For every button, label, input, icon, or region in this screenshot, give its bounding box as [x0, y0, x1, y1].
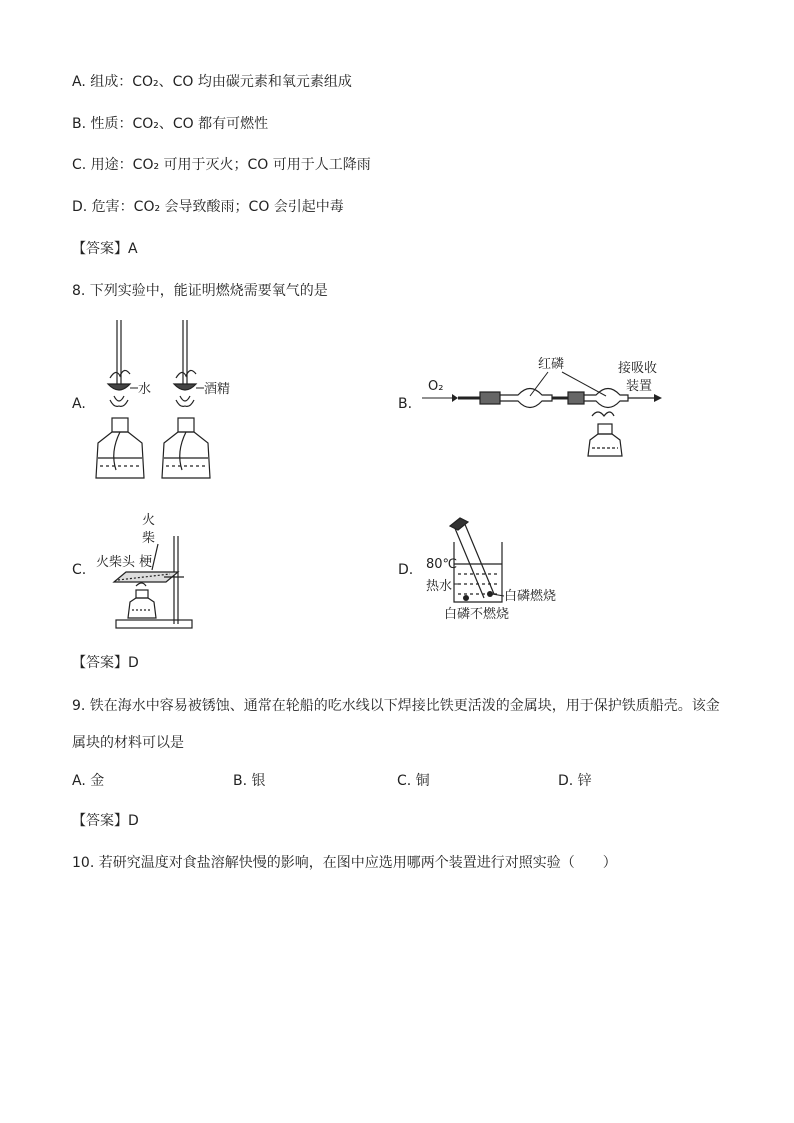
figure-b-tube-apparatus — [418, 352, 668, 467]
label-huo: 火 — [142, 513, 156, 528]
q9-stem-line2: 属块的材料可以是 — [72, 735, 184, 751]
q9-option-b: B. 银 — [233, 773, 266, 789]
q9-option-a: A. 金 — [72, 773, 105, 789]
q9-option-d: D. 锌 — [558, 773, 592, 789]
q7-option-a: A. 组成：CO₂、CO 均由碳元素和氧元素组成 — [72, 74, 352, 90]
label-hot-water: 热水 — [426, 579, 453, 594]
figure-a-alcohol-lamps — [88, 318, 268, 488]
label-white-p-not-burn: 白磷不燃烧 — [444, 607, 510, 622]
label-80c: 80℃ — [426, 557, 458, 572]
q10-stem: 10. 若研究温度对食盐溶解快慢的影响，在图中应选用哪两个装置进行对照实验（ ） — [72, 855, 617, 871]
label-water: 水 — [138, 382, 152, 397]
q8-label-a: A. — [72, 396, 86, 412]
label-o2: O₂ — [428, 379, 444, 394]
answer-value: D — [128, 813, 139, 829]
label-alcohol: 酒精 — [204, 382, 231, 397]
label-white-p-burns: 白磷燃烧 — [504, 589, 557, 604]
q9-stem-line1: 9. 铁在海水中容易被锈蚀、通常在轮船的吃水线以下焊接比铁更活泼的金属块，用于保护铁质船壳。该金 — [72, 698, 720, 714]
figure-c-matchstick — [94, 508, 204, 636]
q7-option-c: C. 用途：CO₂ 可用于灭火；CO 可用于人工降雨 — [72, 157, 371, 173]
answer-tag: 【答案】 — [72, 655, 128, 671]
lamp-left — [96, 320, 144, 478]
q8-label-c: C. — [72, 562, 87, 578]
label-absorb-1: 接吸收 — [618, 361, 658, 376]
label-red-phosphorus: 红磷 — [538, 357, 565, 372]
q7-answer — [72, 239, 138, 259]
figure-d-beaker — [420, 512, 570, 624]
lamp-right — [162, 320, 210, 478]
q9-option-c: C. 铜 — [397, 773, 430, 789]
answer-tag: 【答案】 — [72, 813, 128, 829]
label-match-head-stem: 火柴头 梗 — [96, 555, 153, 570]
q8-stem: 8. 下列实验中，能证明燃烧需要氧气的是 — [72, 283, 328, 299]
q8-label-d: D. — [398, 562, 414, 578]
q9-answer — [72, 811, 139, 831]
q8-answer — [72, 653, 139, 673]
label-absorb-2: 装置 — [626, 379, 653, 394]
answer-tag: 【答案】 — [72, 241, 128, 257]
q7-option-b: B. 性质：CO₂、CO 都有可燃性 — [72, 116, 269, 132]
q8-label-b: B. — [398, 396, 413, 412]
q7-option-d: D. 危害：CO₂ 会导致酸雨；CO 会引起中毒 — [72, 199, 344, 215]
label-chai: 柴 — [142, 531, 156, 546]
answer-value: A — [128, 241, 138, 257]
answer-value: D — [128, 655, 139, 671]
